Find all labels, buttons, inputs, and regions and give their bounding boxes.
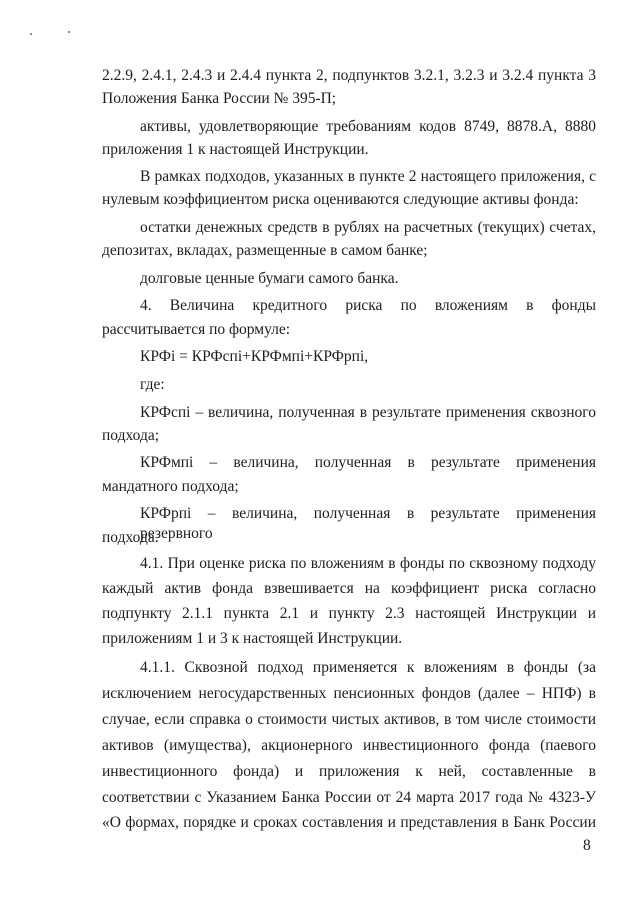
text-line: приложениям 1 и 3 к настоящей Инструкции. — [102, 630, 403, 647]
text-line: Положения Банка России № 395-П; — [102, 90, 337, 107]
text-line: депозитах, вкладах, размещенные в самом банке; — [102, 242, 428, 259]
text-line: рассчитывается по формуле: — [102, 321, 291, 338]
text-line: каждый актив фонда взвешивается на коэффициент риска согласно — [102, 580, 596, 597]
text-line: инвестиционного фонда) и приложения к ней, составленные в — [102, 763, 596, 780]
text-line: подпункту 2.1.1 пункта 2.1 и пункту 2.3 настоящей Инструкции и — [102, 605, 596, 622]
page-number: 8 — [583, 837, 591, 854]
text-line: мандатного подхода; — [102, 478, 239, 495]
text-line: 2.2.9, 2.4.1, 2.4.3 и 2.4.4 пункта 2, подпунктов 3.2.1, 3.2.3 и 3.2.4 пункта 3 — [102, 67, 596, 84]
text-line: «О формах, порядке и сроках составления и представления в Банк России — [102, 814, 596, 831]
scan-marks — [30, 30, 80, 36]
text-line: КРФрпі – величина, полученная в результате применения резервного — [140, 505, 596, 542]
text-line: 4.1.1. Сквозной подход применяется к вложениям в фонды (за — [140, 659, 596, 676]
text-line: В рамках подходов, указанных в пункте 2 настоящего приложения, с — [140, 168, 596, 185]
text-line: приложения 1 к настоящей Инструкции. — [102, 141, 369, 158]
text-line: где: — [140, 376, 165, 393]
text-line: нулевым коэффициентом риска оцениваются следующие активы фонда: — [102, 191, 579, 208]
text-line: подхода; — [102, 427, 160, 444]
scan-dot — [68, 31, 70, 33]
text-line: остатки денежных средств в рублях на расчетных (текущих) счетах, — [140, 219, 596, 236]
text-line: 4. Величина кредитного риска по вложениям в фонды — [140, 297, 596, 314]
text-line: КРФспі – величина, полученная в результате применения сквозного — [140, 404, 596, 421]
text-line: КРФмпі – величина, полученная в результате применения — [140, 454, 596, 471]
text-line: случае, если справка о стоимости чистых активов, в том числе стоимости — [102, 711, 596, 728]
text-line: активы, удовлетворяющие требованиям кодов 8749, 8878.А, 8880 — [140, 118, 596, 135]
text-line: активов (имущества), акционерного инвестиционного фонда (паевого — [102, 737, 596, 754]
text-line: исключением негосударственных пенсионных фондов (далее – НПФ) в — [102, 685, 596, 702]
text-line: 4.1. При оценке риска по вложениям в фонды по сквозному подходу — [140, 555, 596, 572]
scan-dot — [30, 33, 32, 35]
formula: КРФі = КРФспі+КРФмпі+КРФрпі, — [140, 348, 369, 365]
text-line: соответствии с Указанием Банка России от 24 марта 2017 года № 4323-У — [102, 789, 596, 806]
text-line: подхода. — [102, 529, 159, 546]
text-line: долговые ценные бумаги самого банка. — [140, 270, 399, 287]
